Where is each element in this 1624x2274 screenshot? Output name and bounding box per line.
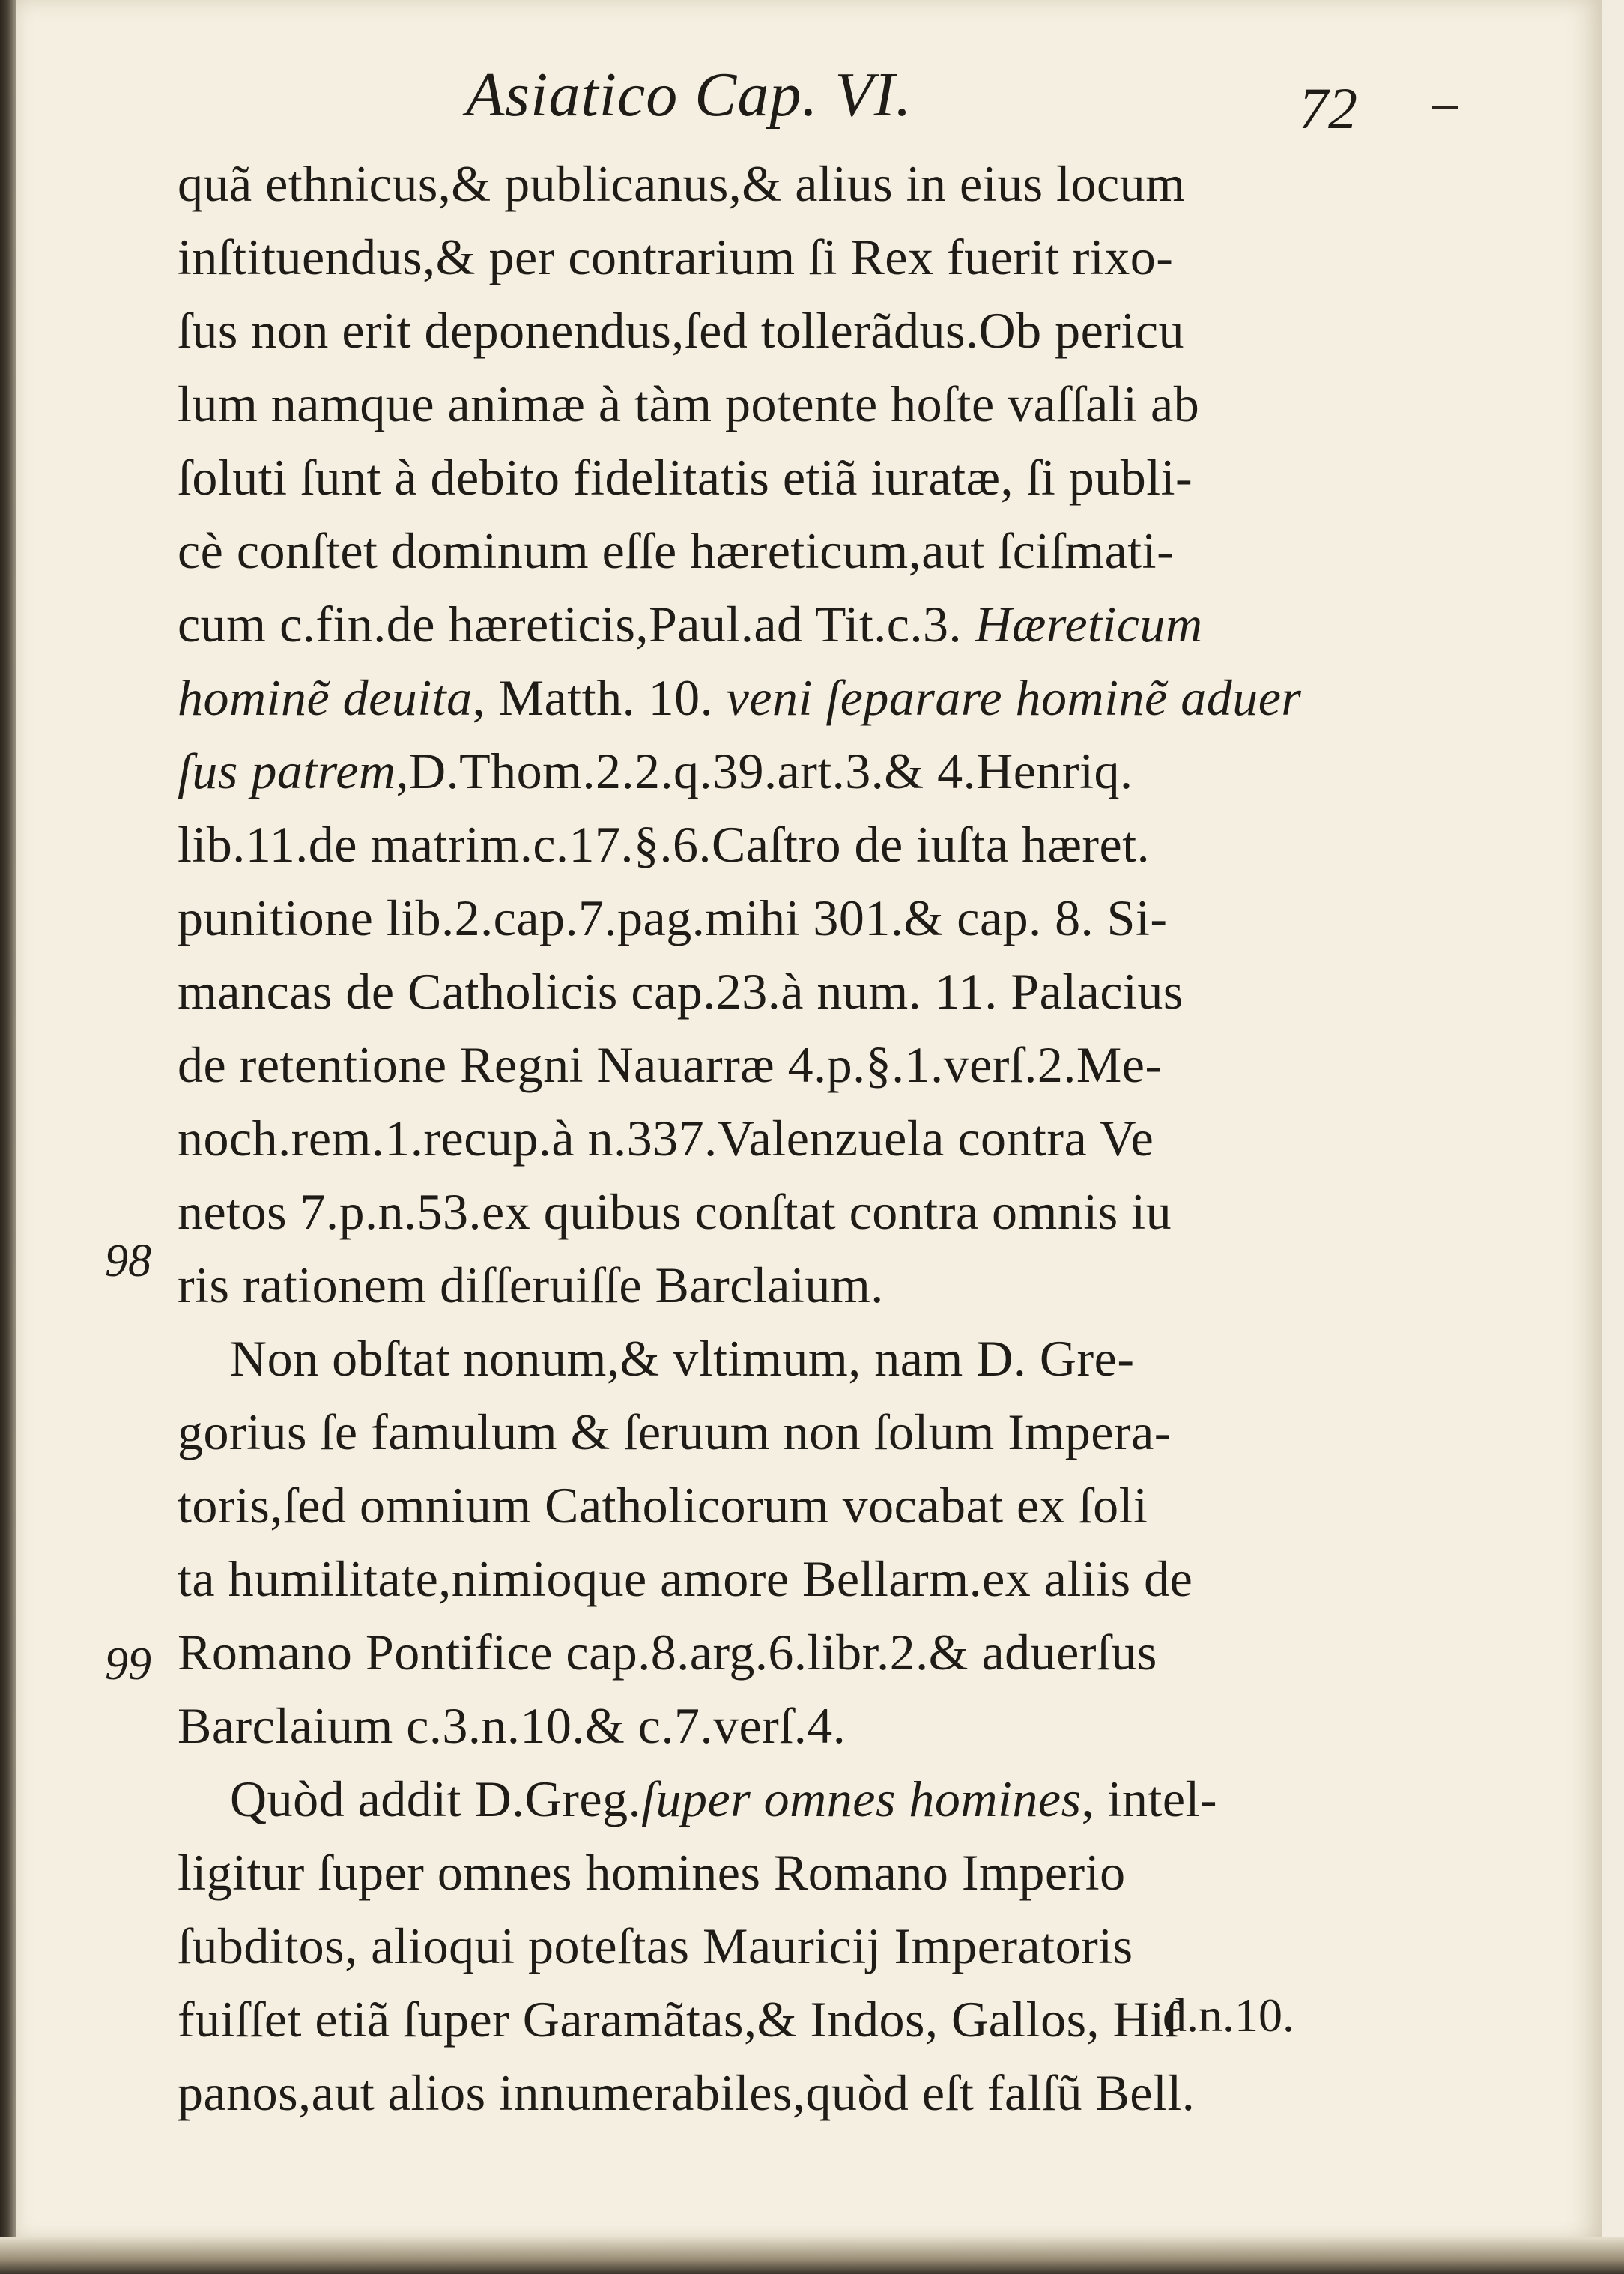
text-line: Romano Pontifice cap.8.arg.6.libr.2.& aduerſus — [178, 1624, 1157, 1681]
text-line: toris,ſed omnium Catholicorum vocabat ex ſoli — [178, 1477, 1148, 1534]
text-line: cum c.fin.de hæreticis,Paul.ad Tit.c.3. Hæreticum — [178, 596, 1203, 653]
text-line: netos 7.p.n.53.ex quibus conſtat contra omnis iu — [178, 1183, 1172, 1240]
text-line: ligitur ſuper omnes homines Romano Imperio — [178, 1844, 1126, 1901]
text-line: hominẽ deuita, Matth. 10. veni ſeparare hominẽ aduer — [178, 669, 1302, 726]
text-line: Non obſtat nonum,& vltimum, nam D. Gre- — [178, 1330, 1135, 1387]
text-line: inſtituendus,& per contrarium ſi Rex fuerit rixo- — [178, 229, 1174, 285]
page-bottom-edge — [0, 2237, 1624, 2274]
running-head: Asiatico Cap. VI. — [466, 60, 912, 130]
text-line: mancas de Catholicis cap.23.à num. 11. Palacius — [178, 963, 1184, 1020]
text-line: ſoluti ſunt à debito fidelitatis etiã iuratæ, ſi publi- — [178, 449, 1193, 506]
text-line: cè conſtet dominum eſſe hæreticum,aut ſciſmati- — [178, 522, 1175, 579]
text-line: ta humilitate,nimioque amore Bellarm.ex aliis de — [178, 1550, 1193, 1607]
text-line: lum namque animæ à tàm potente hoſte vaſſali ab — [178, 375, 1200, 432]
text-line: gorius ſe famulum & ſeruum non ſolum Impera- — [178, 1403, 1172, 1460]
text-line: punitione lib.2.cap.7.pag.mihi 301.& cap. 8. Si- — [178, 889, 1168, 946]
text-line: lib.11.de matrim.c.17.§.6.Caſtro de iuſta hæret. — [178, 816, 1151, 873]
text-line: ris rationem diſſeruiſſe Barclaium. — [178, 1257, 884, 1313]
catchword: d.n.10. — [1163, 1989, 1294, 2042]
text-line: noch.rem.1.recup.à n.337.Valenzuela contra Ve — [178, 1110, 1154, 1167]
marginal-number-99: 99 — [105, 1639, 151, 1690]
marginal-number-98: 98 — [105, 1236, 151, 1286]
book-page — [16, 0, 1602, 2248]
text-line: quã ethnicus,& publicanus,& alius in eius locum — [178, 155, 1186, 212]
text-line: ſus patrem,D.Thom.2.2.q.39.art.3.& 4.Henriq. — [178, 743, 1133, 799]
text-line: ſus non erit deponendus,ſed tollerãdus.Ob pericu — [178, 302, 1185, 359]
body-text — [178, 147, 1376, 2129]
text-line: de retentione Regni Nauarræ 4.p.§.1.verſ.2.Me- — [178, 1036, 1163, 1093]
page-number: 72 — [1299, 76, 1357, 141]
text-line: fuiſſet etiã ſuper Garamãtas,& Indos, Gallos, Hiſ — [178, 1991, 1179, 2048]
text-line: ſubditos, alioqui poteſtas Mauricij Imperatoris — [178, 1917, 1133, 1974]
text-line: Quòd addit D.Greg.ſuper omnes homines, intel- — [178, 1770, 1218, 1827]
text-line: panos,aut alios innumerabiles,quòd eſt falſũ Bell. — [178, 2064, 1196, 2121]
text-line: Barclaium c.3.n.10.& c.7.verſ.4. — [178, 1697, 846, 1754]
margin-mark — [1432, 106, 1458, 109]
